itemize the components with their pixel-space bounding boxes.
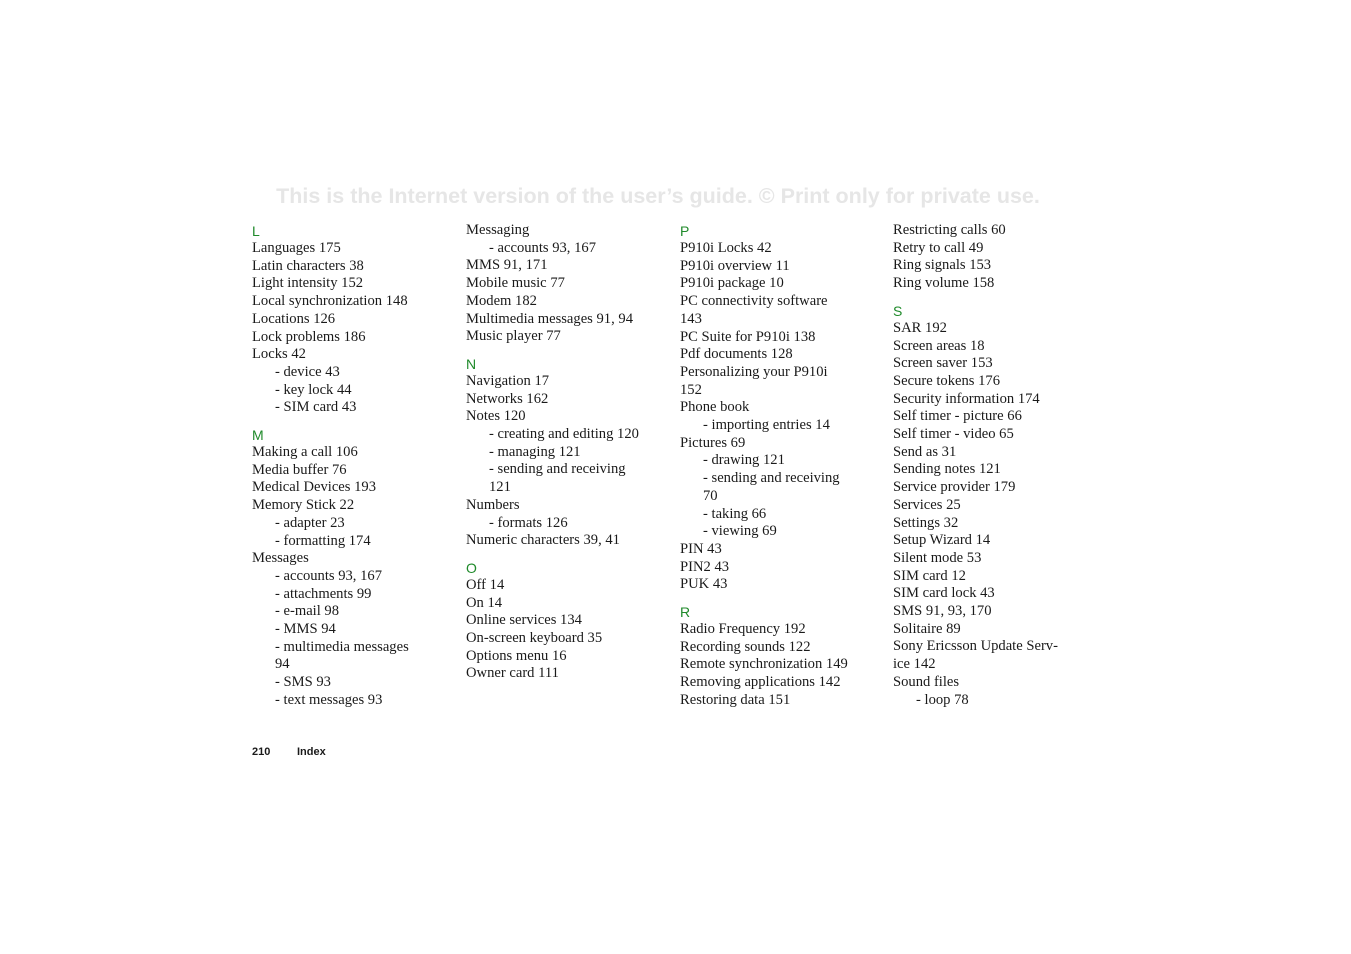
index-entry: Modem 182	[466, 292, 537, 309]
index-entry: Secure tokens 176	[893, 372, 1000, 389]
index-entry: Local synchronization 148	[252, 293, 408, 310]
index-subentry: - SMS 93	[275, 674, 331, 691]
index-subentry: - loop 78	[916, 691, 969, 708]
index-subentry: 94	[275, 656, 290, 673]
index-subentry: - viewing 69	[703, 523, 777, 540]
index-entry: Latin characters 38	[252, 257, 364, 274]
index-entry: Numeric characters 39, 41	[466, 532, 620, 549]
index-entry: Ring signals 153	[893, 257, 992, 274]
index-entry: Options menu 16	[466, 647, 567, 664]
index-entry: Sending notes 121	[893, 461, 1001, 478]
index-entry: Phone book	[680, 399, 750, 416]
index-entry: Self timer - picture 66	[893, 408, 1022, 425]
index-subentry: - key lock 44	[275, 381, 352, 398]
index-entry: Making a call 106	[252, 444, 358, 461]
index-subentry: - accounts 93, 167	[489, 239, 596, 256]
index-entry: Lock problems 186	[252, 328, 366, 345]
section-title: Index	[297, 746, 326, 758]
index-entry: Settings 32	[893, 514, 959, 531]
index-subentry: - MMS 94	[275, 621, 336, 638]
index-subentry: - multimedia messages	[275, 638, 409, 655]
index-entry: On-screen keyboard 35	[466, 630, 603, 647]
index-column-3	[680, 222, 880, 710]
index-entry: P910i package 10	[680, 275, 784, 292]
index-letter-heading: L	[252, 223, 260, 239]
index-entry: Solitaire 89	[893, 620, 961, 637]
index-entry: Sound files	[893, 673, 960, 690]
index-entry: Send as 31	[893, 443, 957, 460]
index-subentry: - formatting 174	[275, 532, 371, 549]
index-entry: Off 14	[466, 576, 505, 593]
index-letter-heading: P	[680, 223, 690, 239]
index-letter-heading: R	[680, 604, 691, 621]
index-entry: Radio Frequency 192	[680, 621, 806, 638]
index-entry: Setup Wizard 14	[893, 532, 991, 549]
index-entry: Remote synchronization 149	[680, 656, 848, 673]
index-subentry: - drawing 121	[703, 452, 785, 469]
index-entry: Navigation 17	[466, 372, 550, 389]
index-entry: Locks 42	[252, 346, 306, 363]
index-entry: P910i Locks 42	[680, 240, 772, 256]
index-entry: Restricting calls 60	[893, 222, 1006, 238]
index-entry: On 14	[466, 594, 503, 611]
index-subentry: - sending and receiving	[489, 461, 626, 478]
index-entry: SIM card 12	[893, 567, 966, 584]
index-entry: MMS 91, 171	[466, 257, 548, 274]
index-entry: Self timer - video 65	[893, 426, 1014, 443]
index-subentry: - importing entries 14	[703, 417, 830, 434]
index-letter-heading: S	[893, 302, 903, 319]
index-entry: PIN 43	[680, 540, 722, 557]
index-entry: Messages	[252, 550, 309, 567]
index-entry: PC connectivity software	[680, 293, 828, 310]
index-subentry: - sending and receiving	[703, 470, 840, 487]
index-entry: Retry to call 49	[893, 239, 984, 256]
index-subentry: - taking 66	[703, 505, 767, 522]
index-entry: Recording sounds 122	[680, 638, 811, 655]
index-entry: Media buffer 76	[252, 461, 347, 478]
index-entry: PC Suite for P910i 138	[680, 328, 816, 345]
index-entry: Networks 162	[466, 390, 549, 407]
index-subentry: - accounts 93, 167	[275, 567, 382, 584]
index-subentry: - formats 126	[489, 514, 568, 531]
index-subentry: - text messages 93	[275, 691, 383, 708]
index-entry: Pictures 69	[680, 434, 746, 451]
index-subentry: - SIM card 43	[275, 399, 357, 416]
index-entry: Memory Stick 22	[252, 497, 355, 514]
index-subentry: 121	[489, 479, 511, 496]
index-entry: Screen saver 153	[893, 355, 993, 372]
index-letter-heading: N	[466, 355, 477, 372]
index-entry: Online services 134	[466, 612, 582, 629]
index-subentry: - adapter 23	[275, 514, 345, 531]
index-subentry: - e-mail 98	[275, 603, 340, 620]
watermark: This is the Internet version of the user’s guide. © Print only for private use.	[276, 184, 1040, 208]
index-subentry: - attachments 99	[275, 585, 372, 602]
index-column-4	[893, 222, 1093, 709]
index-entry: Multimedia messages 91, 94	[466, 310, 633, 327]
index-entry: 152	[680, 381, 702, 398]
index-entry: Personalizing your P910i	[680, 363, 828, 380]
index-entry: Service provider 179	[893, 479, 1016, 496]
index-letter-heading: O	[466, 559, 477, 576]
index-subentry: - creating and editing 120	[489, 426, 639, 443]
index-entry: Medical Devices 193	[252, 479, 377, 496]
index-entry: Screen areas 18	[893, 337, 985, 354]
index-entry: Services 25	[893, 496, 961, 513]
index-entry: SIM card lock 43	[893, 585, 995, 602]
index-entry: Ring volume 158	[893, 275, 995, 292]
index-entry: ice 142	[893, 656, 936, 673]
index-entry: SAR 192	[893, 319, 947, 336]
index-entry: Removing applications 142	[680, 674, 841, 691]
index-entry: Music player 77	[466, 328, 561, 345]
index-entry: Restoring data 151	[680, 691, 791, 708]
index-subentry: - device 43	[275, 363, 340, 380]
page-number: 210	[252, 746, 271, 758]
index-entry: Owner card 111	[466, 665, 559, 682]
index-entry: P910i overview 11	[680, 257, 790, 274]
index-entry: Sony Ericsson Update Serv-	[893, 638, 1058, 655]
index-entry: Numbers	[466, 496, 520, 513]
index-subentry: - managing 121	[489, 443, 581, 460]
index-entry: Locations 126	[252, 310, 336, 327]
index-subentry: 70	[703, 487, 718, 504]
index-entry: Security information 174	[893, 390, 1040, 407]
index-entry: Light intensity 152	[252, 275, 364, 292]
index-entry: Messaging	[466, 222, 530, 238]
index-entry: Notes 120	[466, 408, 526, 425]
index-letter-heading: M	[252, 427, 264, 444]
index-entry: PUK 43	[680, 576, 728, 593]
index-entry: Languages 175	[252, 240, 341, 256]
index-entry: SMS 91, 93, 170	[893, 603, 992, 620]
index-entry: 143	[680, 310, 702, 327]
index-column-2	[466, 222, 666, 683]
index-entry: PIN2 43	[680, 558, 730, 575]
index-entry: Silent mode 53	[893, 549, 982, 566]
index-entry: Pdf documents 128	[680, 346, 793, 363]
index-column-1	[252, 222, 452, 710]
index-entry: Mobile music 77	[466, 275, 565, 292]
page-footer	[252, 746, 326, 758]
